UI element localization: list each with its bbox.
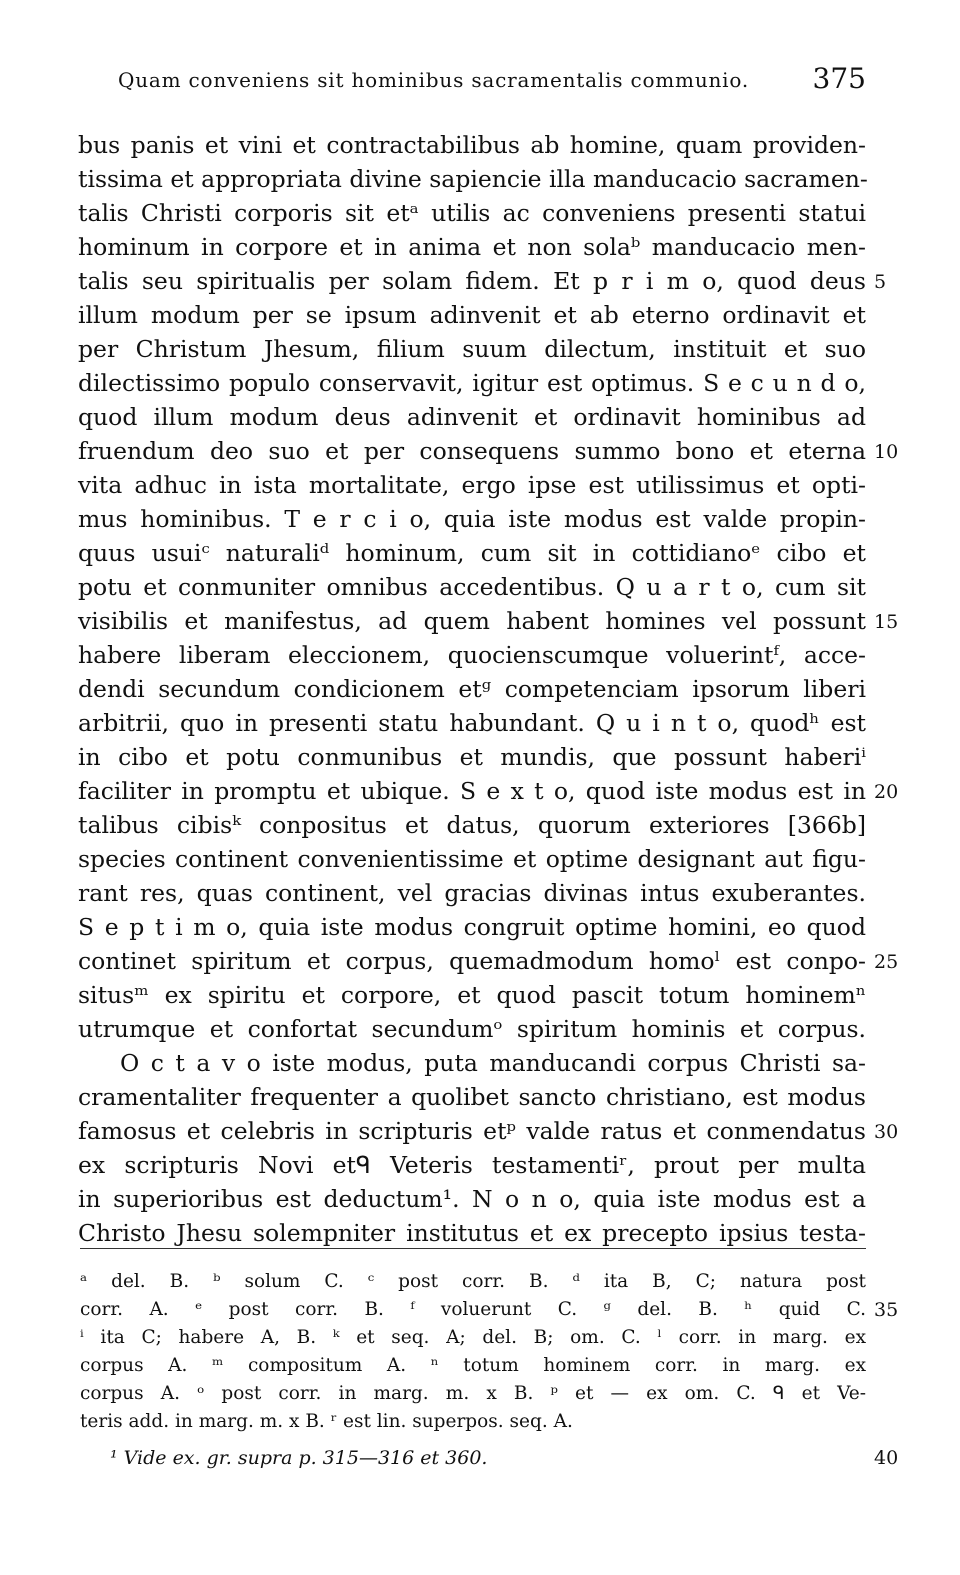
footnote-line: corpus A. ᵒ post corr. in marg. m. x B. ᵖ et — ex om. C. ᑫ et Ve- [80, 1383, 866, 1404]
reference-note: ¹ Vide ex. gr. supra p. 315—316 et 360. [110, 1447, 488, 1469]
text-line: rant res, quas continent, vel gracias divinas intus exuberantes. [78, 879, 866, 907]
text-line: quod illum modum deus adinvenit et ordinavit hominibus ad [78, 403, 866, 431]
line-number: 35 [874, 1299, 899, 1321]
text-line: situsᵐ ex spiritu et corpore, et quod pascit totum hominemⁿ [78, 981, 866, 1009]
text-line: illum modum per se ipsum adinvenit et ab eterno ordinavit et [78, 301, 866, 329]
line-number: 15 [874, 611, 899, 633]
text-line: quus usuiᶜ naturaliᵈ hominum, cum sit in cottidianoᵉ cibo et [78, 539, 866, 567]
text-line: mus hominibus. T e r c i o, quia iste modus est valde propin- [78, 505, 866, 533]
text-line: faciliter in promptu et ubique. S e x t o, quod iste modus est in [78, 777, 866, 805]
text-line: ex scripturis Novi etᑫ Veteris testamentiʳ, prout per multa [78, 1151, 866, 1179]
footnote-divider [80, 1248, 866, 1249]
text-line: in cibo et potu conmunibus et mundis, que possunt haberiⁱ [78, 743, 866, 771]
page-number: 375 [812, 62, 866, 95]
text-line: S e p t i m o, quia iste modus congruit optime homini, eo quod [78, 913, 866, 941]
line-number: 20 [874, 781, 899, 803]
text-line: tissima et appropriata divine sapiencie illa manducacio sacramen- [78, 165, 868, 193]
line-number: 25 [874, 951, 899, 973]
text-line: fruendum deo suo et per consequens summo bono et eterna [78, 437, 866, 465]
footnote-line: teris add. in marg. m. x B. ʳ est lin. superpos. seq. A. [80, 1411, 573, 1432]
text-line: talis Christi corporis sit etᵃ utilis ac conveniens presenti statui [78, 199, 866, 227]
text-line: continet spiritum et corpus, quemadmodum homoˡ est conpo- [78, 947, 866, 975]
running-title: Quam conveniens sit hominibus sacramentalis communio. [118, 68, 750, 92]
text-line: in superioribus est deductum¹. N o n o, quia iste modus est a [78, 1185, 866, 1213]
text-line: cramentaliter frequenter a quolibet sancto christiano, est modus [78, 1083, 866, 1111]
text-line: arbitrii, quo in presenti statu habundant. Q u i n t o, quodʰ est [78, 709, 866, 737]
text-line: vita adhuc in ista mortalitate, ergo ipse est utilissimus et opti- [78, 471, 866, 499]
text-line: Christo Jhesu solempniter institutus et ex precepto ipsius testa- [78, 1219, 866, 1247]
text-line: visibilis et manifestus, ad quem habent homines vel possunt [78, 607, 866, 635]
text-line: dilectissimo populo conservavit, igitur est optimus. S e c u n d o, [78, 369, 866, 397]
text-line: hominum in corpore et in anima et non solaᵇ manducacio men- [78, 233, 866, 261]
running-header [80, 62, 866, 102]
footnote-line: ⁱ ita C; habere A, B. ᵏ et seq. A; del. B; om. C. ˡ corr. in marg. ex [80, 1327, 866, 1348]
text-line: famosus et celebris in scripturis etᵖ valde ratus et conmendatus [78, 1117, 866, 1145]
paragraph-start-line: O c t a v o iste modus, puta manducandi corpus Christi sa- [120, 1049, 866, 1077]
text-line: utrumque et confortat secundumᵒ spiritum hominis et corpus. [78, 1015, 866, 1043]
line-number: 40 [874, 1447, 899, 1469]
footnote-line: corpus A. ᵐ compositum A. ⁿ totum hominem corr. in marg. ex [80, 1355, 866, 1376]
text-line: talibus cibisᵏ conpositus et datus, quorum exteriores [366b] [78, 811, 866, 839]
line-number: 10 [874, 441, 899, 463]
text-line: species continent convenientissime et optime designant aut figu- [78, 845, 866, 873]
text-line: dendi secundum condicionem etᵍ competenciam ipsorum liberi [78, 675, 866, 703]
text-line: talis seu spiritualis per solam fidem. Et p r i m o, quod deus [78, 267, 866, 295]
text-line: habere liberam eleccionem, quocienscumque voluerintᶠ, acce- [78, 641, 866, 669]
line-number: 30 [874, 1121, 899, 1143]
text-line: potu et conmuniter omnibus accedentibus. Q u a r t o, cum sit [78, 573, 866, 601]
footnote-line: ᵃ del. B. ᵇ solum C. ᶜ post corr. B. ᵈ ita B, C; natura post [80, 1271, 866, 1292]
footnote-line: corr. A. ᵉ post corr. B. ᶠ voluerunt C. ᵍ del. B. ʰ quid C. [80, 1299, 866, 1320]
text-line: bus panis et vini et contractabilibus ab homine, quam providen- [78, 131, 866, 159]
text-line: per Christum Jhesum, filium suum dilectum, instituit et suo [78, 335, 866, 363]
line-number: 5 [874, 271, 887, 293]
